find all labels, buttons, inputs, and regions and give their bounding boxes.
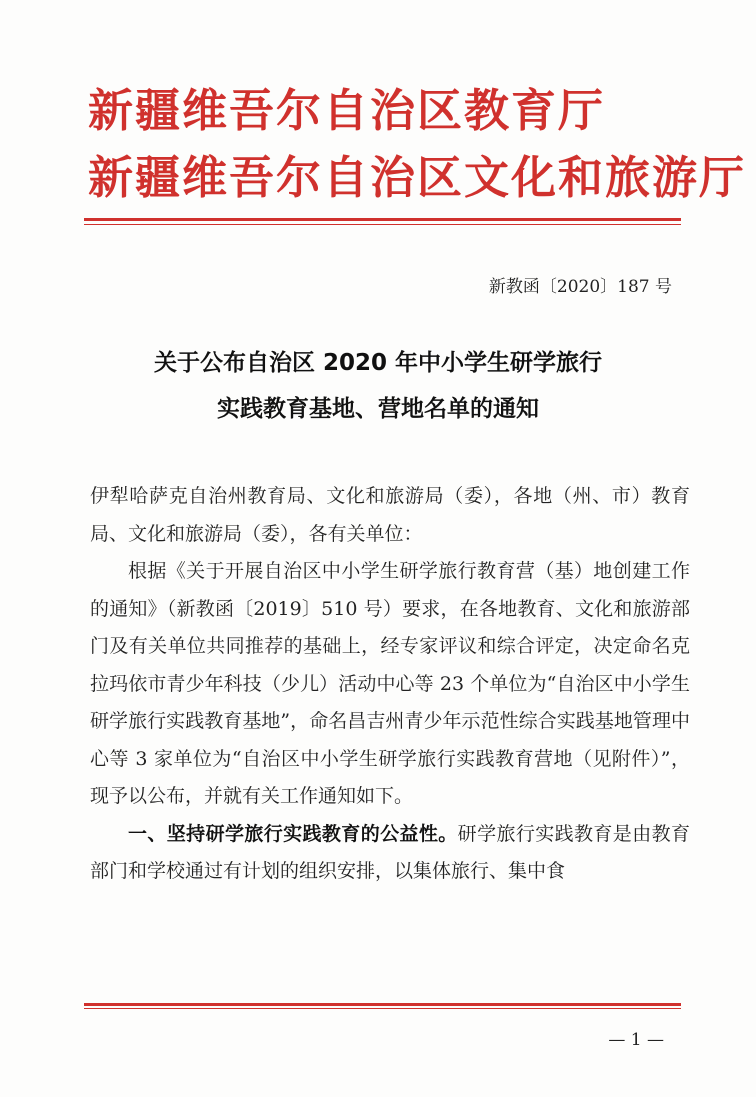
header-red-rule xyxy=(84,218,681,221)
section-paragraph xyxy=(90,816,690,891)
section-text: 研学旅行实践教育是由教育部门和学校通过有计划的组织安排，以集体旅行、集中食 xyxy=(90,822,690,882)
issuing-org-education: 新疆维吾尔自治区教育厅 xyxy=(88,84,606,137)
footer-red-rule-thin xyxy=(84,1008,681,1009)
document-title-line1: 关于公布自治区 2020 年中小学生研学旅行 xyxy=(153,350,603,376)
footer-red-rule xyxy=(84,1003,681,1006)
document-body xyxy=(90,478,690,891)
header-red-rule-thin xyxy=(84,224,681,225)
document-title-line2: 实践教育基地、营地名单的通知 xyxy=(217,396,539,422)
issuing-org-culture-tourism: 新疆维吾尔自治区文化和旅游厅 xyxy=(88,151,747,204)
section-heading: 一、坚持研学旅行实践教育的公益性。 xyxy=(128,822,458,845)
document-number: 新教函〔2020〕187 号 xyxy=(488,277,672,297)
recipients: 伊犁哈萨克自治州教育局、文化和旅游局（委），各地（州、市）教育局、文化和旅游局（委），各有关单位： xyxy=(90,485,690,545)
body-paragraph: 根据《关于开展自治区中小学生研学旅行教育营（基）地创建工作的通知》（新教函〔2019〕510 号）要求，在各地教育、文化和旅游部门及有关单位共同推荐的基础上，经专家评议和综合评定，决定命名克拉玛依市青少年科技（少儿）活动中心等 23 个单位为“自治区中小学生研学旅行实践教育基地”，命名昌吉州青少年示范性综合实践基地管理中心等 3 家单位为“自治区中小学生研学旅行实践教育营地（见附件）”，现予以公布，并就有关工作通知如下。 xyxy=(90,560,690,807)
page-number: — 1 — xyxy=(608,1030,664,1050)
